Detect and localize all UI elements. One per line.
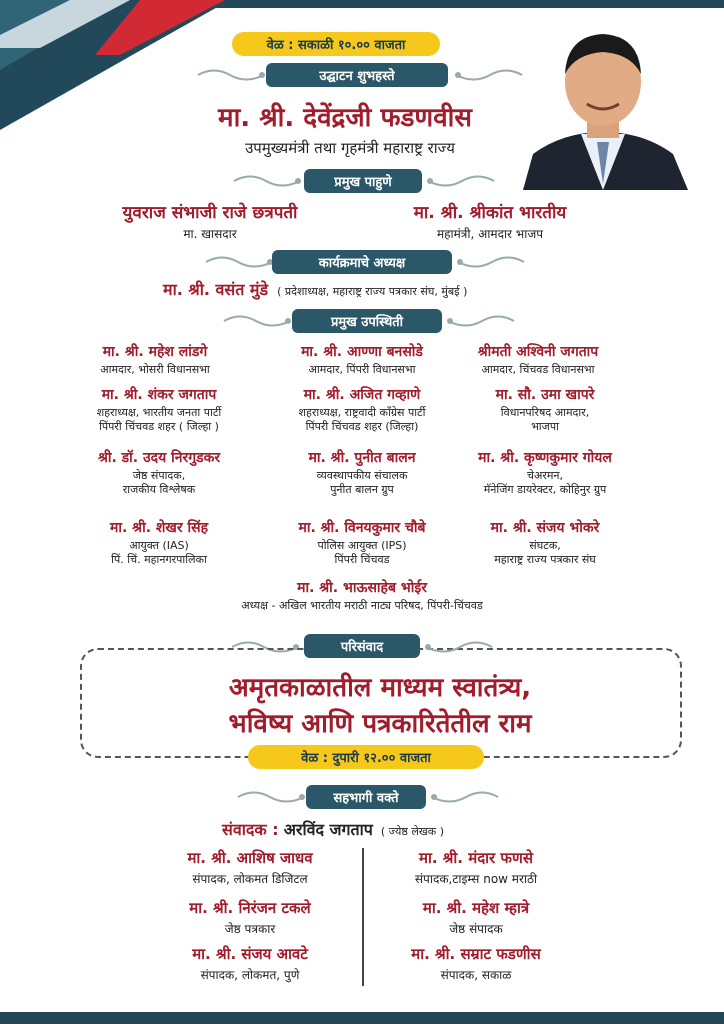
president-label: कार्यक्रमाचे अध्यक्ष (272, 250, 452, 274)
speakers-label: सहभागी वक्ते (306, 785, 426, 809)
person-name: मा. श्री. विनयकुमार चौबे (298, 520, 426, 536)
person-desc: पिंपरी चिंचवड शहर ( जिल्हा ) (99, 420, 219, 433)
guest-2 (380, 200, 600, 241)
chief-guest-title: उपमुख्यमंत्री तथा गृहमंत्री महाराष्ट्र राज्य (245, 139, 455, 157)
speaker-desc: संपादक,टाइम्स now मराठी (414, 872, 538, 886)
ornament-left-icon (204, 253, 274, 271)
person-desc: पुनीत बालन ग्रुप (330, 483, 394, 496)
ornament-right-icon (456, 253, 526, 271)
person-desc: पिं. चिं. महानगरपालिका (111, 553, 207, 566)
presence-person (262, 342, 462, 377)
moderator-desc: ( ज्येष्ठ लेखक ) (380, 825, 445, 838)
inauguration-label: उद्घाटन शुभहस्ते (266, 63, 448, 87)
ornament-right-icon (446, 312, 516, 330)
speaker-name: मा. श्री. सम्राट फडणीस (411, 945, 541, 963)
morning-time-badge: वेळ : सकाळी १०.०० वाजता (232, 32, 440, 56)
presence-person (60, 342, 250, 377)
person-name: मा. श्री. महेश लांडगे (102, 344, 208, 360)
person-desc: पिंपरी चिंचवड (334, 553, 390, 566)
ornament-right-icon (424, 638, 494, 656)
guest-desc: मा. खासदार (183, 227, 237, 241)
person-desc: जेष्ठ संपादक, (132, 469, 186, 482)
speaker-desc: संपादक, सकाळ (440, 968, 512, 982)
presence-person (54, 385, 264, 434)
person-desc: आमदार, भोसरी विधानसभा (100, 363, 210, 376)
speaker-name: मा. श्री. मंदार फणसे (419, 849, 533, 867)
person-desc: शहराध्यक्ष, राष्ट्रवादी काँग्रेस पार्टी (298, 406, 426, 419)
afternoon-time-badge: वेळ : दुपारी १२.०० वाजता (248, 745, 484, 769)
person-name: मा. श्री. शंकर जगताप (101, 387, 217, 403)
ornament-left-icon (236, 788, 306, 806)
ornament-left-icon (196, 66, 266, 84)
presence-person (64, 448, 254, 497)
person-desc: मॅनेजिंग डायरेक्टर, कोहिनुर ग्रुप (483, 483, 607, 496)
person-name: मा. श्री. आण्णा बनसोडे (301, 344, 423, 360)
speaker-desc: जेष्ठ संपादक (449, 922, 503, 936)
person-name: श्री. डॉ. उदय निरगुडकर (97, 450, 221, 466)
presence-person (450, 448, 640, 497)
guest-desc: महामंत्री, आमदार भाजप (436, 227, 544, 241)
person-name: मा. श्री. भाऊसाहेब भोईर (297, 580, 427, 596)
speaker-left (150, 848, 350, 886)
guests-label: प्रमुख पाहुणे (304, 169, 422, 193)
moderator-row (222, 818, 522, 840)
person-desc: आमदार, पिंपरी विधानसभा (308, 363, 416, 376)
seminar-title-line1: अमृतकाळातील माध्यम स्वातंत्र्य, (228, 673, 532, 703)
person-desc: चेअरमन, (526, 469, 564, 482)
speaker-left (150, 944, 350, 982)
presence-person (272, 448, 452, 497)
ornament-right-icon (430, 788, 500, 806)
person-desc: पोलिस आयुक्त (IPS) (317, 539, 407, 552)
person-desc: विधानपरिषद आमदार, (500, 406, 590, 419)
presence-label: प्रमुख उपस्थिती (292, 309, 442, 333)
ornament-left-icon (232, 172, 302, 190)
person-desc: महाराष्ट्र राज्य पत्रकार संघ (494, 553, 596, 566)
presence-person (182, 578, 542, 613)
person-desc: आमदार, चिंचवड विधानसभा (481, 363, 595, 376)
guest-1 (80, 200, 340, 241)
chief-guest-name: मा. श्री. देवेंद्रजी फडणवीस (218, 103, 472, 133)
moderator-name: अरविंद जगताप (283, 820, 373, 839)
presence-person (460, 385, 630, 434)
person-name: मा. श्री. शेखर सिंह (109, 520, 209, 536)
speaker-name: मा. श्री. आशिष जाधव (187, 849, 313, 867)
speaker-right (376, 944, 576, 982)
presence-person (262, 518, 462, 567)
speakers-divider (362, 848, 364, 986)
person-desc: भाजपा (531, 420, 559, 433)
person-desc: शहराध्यक्ष, भारतीय जनता पार्टी (96, 406, 222, 419)
speaker-name: मा. श्री. महेश म्हात्रे (422, 899, 530, 917)
person-name: मा. श्री. पुनीत बालन (308, 450, 416, 466)
presence-person (64, 518, 254, 567)
speaker-name: मा. श्री. निरंजन टकले (189, 899, 311, 917)
speaker-desc: संपादक, लोकमत डिजिटल (192, 872, 308, 886)
ornament-right-icon (426, 172, 496, 190)
moderator-label: संवादक : (222, 820, 279, 839)
person-name: मा. श्री. अजित गव्हाणे (303, 387, 421, 403)
speaker-right (376, 898, 576, 936)
person-desc: व्यवस्थापकीय संचालक (316, 469, 408, 482)
ornament-right-icon (454, 66, 524, 84)
person-desc: अध्यक्ष - अखिल भारतीय मराठी नाट्य परिषद, पिंपरी-चिंचवड (241, 599, 483, 612)
guest-name: मा. श्री. श्रीकांत भारतीय (413, 203, 567, 223)
seminar-title-line2: भविष्य आणि पत्रकारितेतील राम (228, 709, 532, 739)
bottom-border-bar (0, 1012, 724, 1024)
person-name: मा. श्री. संजय भोकरे (490, 520, 600, 536)
president-row (163, 278, 583, 300)
president-name: मा. श्री. वसंत मुंडे (163, 280, 269, 299)
presence-person (448, 342, 628, 377)
president-desc: ( प्रदेशाध्यक्ष, महाराष्ट्र राज्य पत्रकार संघ, मुंबई ) (277, 285, 468, 298)
person-desc: राजकीय विश्लेषक (122, 483, 196, 496)
person-desc: पिंपरी चिंचवड शहर (जिल्हा) (305, 420, 419, 433)
person-name: मा. सौ. उमा खापरे (495, 387, 595, 403)
person-name: मा. श्री. कृष्णकुमार गोयल (478, 450, 612, 466)
person-desc: संघटक, (529, 539, 561, 552)
person-desc: आयुक्त (IAS) (129, 539, 189, 552)
presence-person (460, 518, 630, 567)
speaker-right (376, 848, 576, 886)
speaker-name: मा. श्री. संजय आवटे (192, 945, 308, 963)
speaker-desc: जेष्ठ पत्रकार (224, 922, 276, 936)
guest-name: युवराज संभाजी राजे छत्रपती (122, 203, 298, 223)
ornament-left-icon (222, 312, 292, 330)
speaker-left (150, 898, 350, 936)
speaker-desc: संपादक, लोकमत, पुणे (200, 968, 300, 982)
person-name: श्रीमती अश्विनी जगताप (477, 344, 599, 360)
seminar-label: परिसंवाद (304, 634, 420, 658)
presence-person (262, 385, 462, 434)
